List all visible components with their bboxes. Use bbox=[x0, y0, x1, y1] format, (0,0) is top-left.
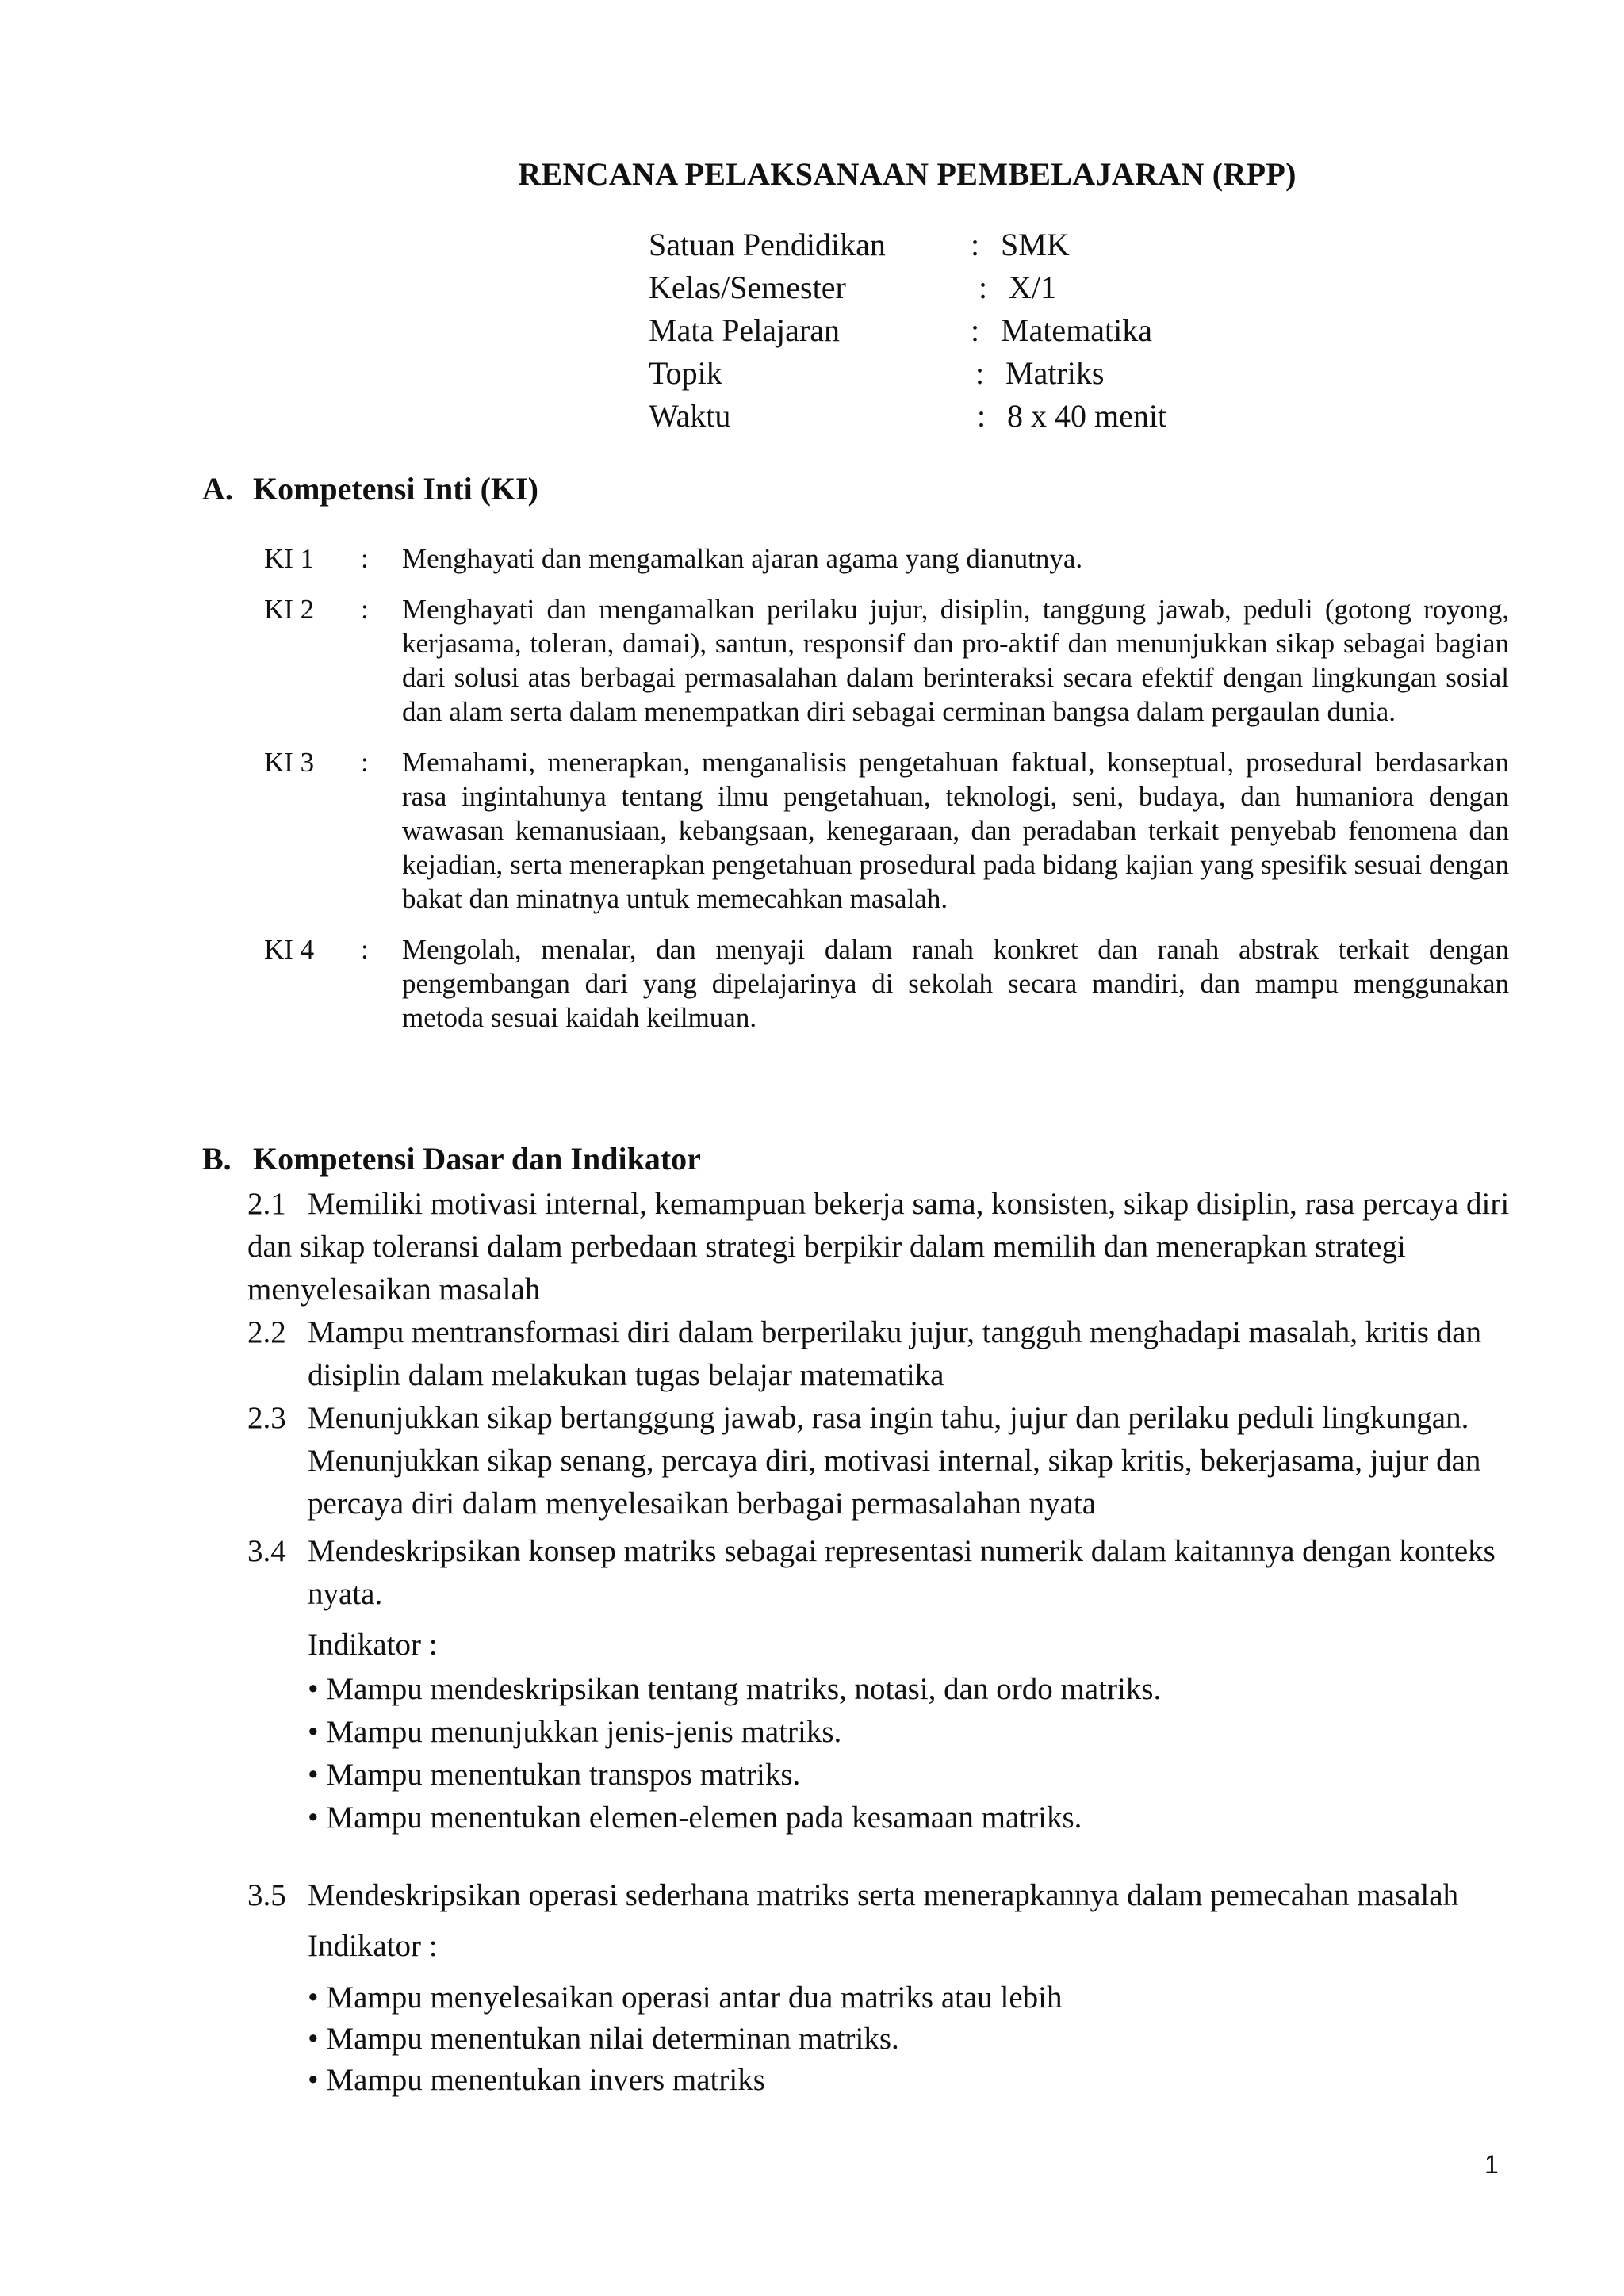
ki-label: KI 3 bbox=[264, 747, 315, 778]
info-label: Topik bbox=[649, 355, 722, 391]
indikator-item: • Mampu mendeskripsikan tentang matriks, notasi, dan ordo matriks. bbox=[308, 1672, 1162, 1706]
page-number: 1 bbox=[1484, 2150, 1499, 2179]
kd-text: Menunjukkan sikap bertanggung jawab, rasa ingin tahu, jujur dan perilaku peduli lingkungan. Menunjukkan sikap senang, percaya diri, motivasi internal, sikap kritis, bekerjasama, jujur dan percaya diri dalam menyelesaikan berbagai permasalahan nyata bbox=[308, 1401, 1481, 1521]
kd-number: 3.4 bbox=[247, 1534, 286, 1568]
ki-item bbox=[264, 745, 1509, 916]
ki-label: KI 2 bbox=[264, 594, 315, 625]
ki-colon: : bbox=[361, 747, 369, 778]
ki-item bbox=[264, 541, 1509, 576]
info-value: X/1 bbox=[1009, 270, 1056, 305]
kd-text: Mampu mentransformasi diri dalam berperilaku jujur, tangguh menghadapi masalah, kritis dan disiplin dalam melakukan tugas belajar matematika bbox=[308, 1315, 1482, 1392]
info-colon: : bbox=[975, 355, 985, 391]
kd-item bbox=[247, 1530, 1516, 1839]
ki-colon: : bbox=[361, 543, 369, 574]
indikator-item: • Mampu menentukan transpos matriks. bbox=[308, 1758, 801, 1792]
section-title: Kompetensi Inti (KI) bbox=[253, 471, 538, 507]
ki-label: KI 1 bbox=[264, 543, 315, 574]
section-a-heading bbox=[202, 470, 538, 507]
indikator-label: Indikator : bbox=[308, 1929, 438, 1963]
info-label: Mata Pelajaran bbox=[649, 312, 840, 348]
ki-text: Menghayati dan mengamalkan perilaku jujur, disiplin, tanggung jawab, peduli (gotong royong, kerjasama, toleran, damai), santun, responsif dan pro-aktif dan menunjukkan sikap sebagai bagian dari solusi atas berbagai permasalahan dalam berinteraksi secara efektif dengan lingkungan sosial dan alam serta dalam menempatkan diri sebagai cerminan bangsa dalam pergaulan dunia. bbox=[402, 594, 1509, 727]
info-colon: : bbox=[971, 227, 980, 262]
kd-number: 2.3 bbox=[247, 1401, 286, 1435]
section-title: Kompetensi Dasar dan Indikator bbox=[253, 1141, 701, 1177]
section-letter: A. bbox=[202, 471, 233, 507]
info-label: Waktu bbox=[649, 398, 731, 434]
ki-colon: : bbox=[361, 594, 369, 625]
ki-text: Menghayati dan mengamalkan ajaran agama yang dianutnya. bbox=[402, 543, 1083, 574]
info-value: 8 x 40 menit bbox=[1007, 398, 1167, 434]
ki-colon: : bbox=[361, 934, 369, 965]
ki-list bbox=[264, 541, 1509, 1051]
section-letter: B. bbox=[202, 1141, 232, 1177]
kd-item bbox=[247, 1311, 1516, 1397]
kd-text: Mendeskripsikan operasi sederhana matriks serta menerapkannya dalam pemecahan masalah bbox=[308, 1878, 1459, 1912]
info-label: Kelas/Semester bbox=[649, 270, 846, 305]
ki-item bbox=[264, 592, 1509, 729]
indikator-item: • Mampu menyelesaikan operasi antar dua matriks atau lebih bbox=[308, 1980, 1063, 2015]
info-value: Matriks bbox=[1005, 355, 1105, 391]
info-colon: : bbox=[979, 270, 988, 305]
indikator-item: • Mampu menentukan nilai determinan matriks. bbox=[308, 2022, 899, 2056]
indikator-block bbox=[247, 1624, 1516, 1839]
indikator-item: • Mampu menunjukkan jenis-jenis matriks. bbox=[308, 1715, 842, 1749]
info-colon: : bbox=[971, 312, 980, 348]
indikator-item: • Mampu menentukan invers matriks bbox=[308, 2063, 765, 2097]
kd-number: 3.5 bbox=[247, 1878, 286, 1912]
kd-item bbox=[247, 1397, 1516, 1525]
kd-text-content: Memiliki motivasi internal, kemampuan bekerja sama, konsisten, sikap disiplin, rasa percaya diri dan sikap toleransi dalam perbedaan strategi berpikir dalam memilih dan menerapkan strategi menyelesaikan masalah bbox=[247, 1187, 1510, 1307]
kd-text: Mendeskripsikan konsep matriks sebagai representasi numerik dalam kaitannya dengan konteks nyata. bbox=[308, 1534, 1496, 1611]
indikator-label: Indikator : bbox=[308, 1628, 438, 1662]
info-label: Satuan Pendidikan bbox=[649, 227, 886, 262]
indikator-block bbox=[247, 1925, 1516, 2101]
ki-text: Memahami, menerapkan, menganalisis pengetahuan faktual, konseptual, prosedural berdasarkan rasa ingintahunya tentang ilmu pengetahuan, teknologi, seni, budaya, dan humaniora dengan wawasan kemanusiaan, kebangsaan, kenegaraan, dan peradaban terkait penyebab fenomena dan kejadian, serta menerapkan pengetahuan prosedural pada bidang kajian yang spesifik sesuai dengan bakat dan minatnya untuk memecahkan masalah. bbox=[402, 747, 1509, 914]
kd-number: 2.2 bbox=[247, 1315, 286, 1349]
kd-number: 2.1 bbox=[247, 1187, 286, 1221]
info-colon: : bbox=[977, 398, 986, 434]
info-value: SMK bbox=[1001, 227, 1070, 262]
kd-text bbox=[247, 1183, 1516, 1311]
kd-item bbox=[247, 1183, 1516, 1311]
ki-label: KI 4 bbox=[264, 934, 315, 965]
kd-list bbox=[247, 1183, 1516, 2101]
indikator-item: • Mampu menentukan elemen-elemen pada kesamaan matriks. bbox=[308, 1800, 1082, 1835]
ki-text: Mengolah, menalar, dan menyaji dalam ranah konkret dan ranah abstrak terkait dengan pengembangan dari yang dipelajarinya di sekolah secara mandiri, dan mampu menggunakan metoda sesuai kaidah keilmuan. bbox=[402, 934, 1509, 1033]
ki-item bbox=[264, 932, 1509, 1035]
info-value: Matematika bbox=[1001, 312, 1153, 348]
document-title: RENCANA PELAKSANAAN PEMBELAJARAN (RPP) bbox=[518, 156, 1297, 192]
section-b-heading bbox=[202, 1140, 701, 1177]
kd-item bbox=[247, 1874, 1516, 2101]
